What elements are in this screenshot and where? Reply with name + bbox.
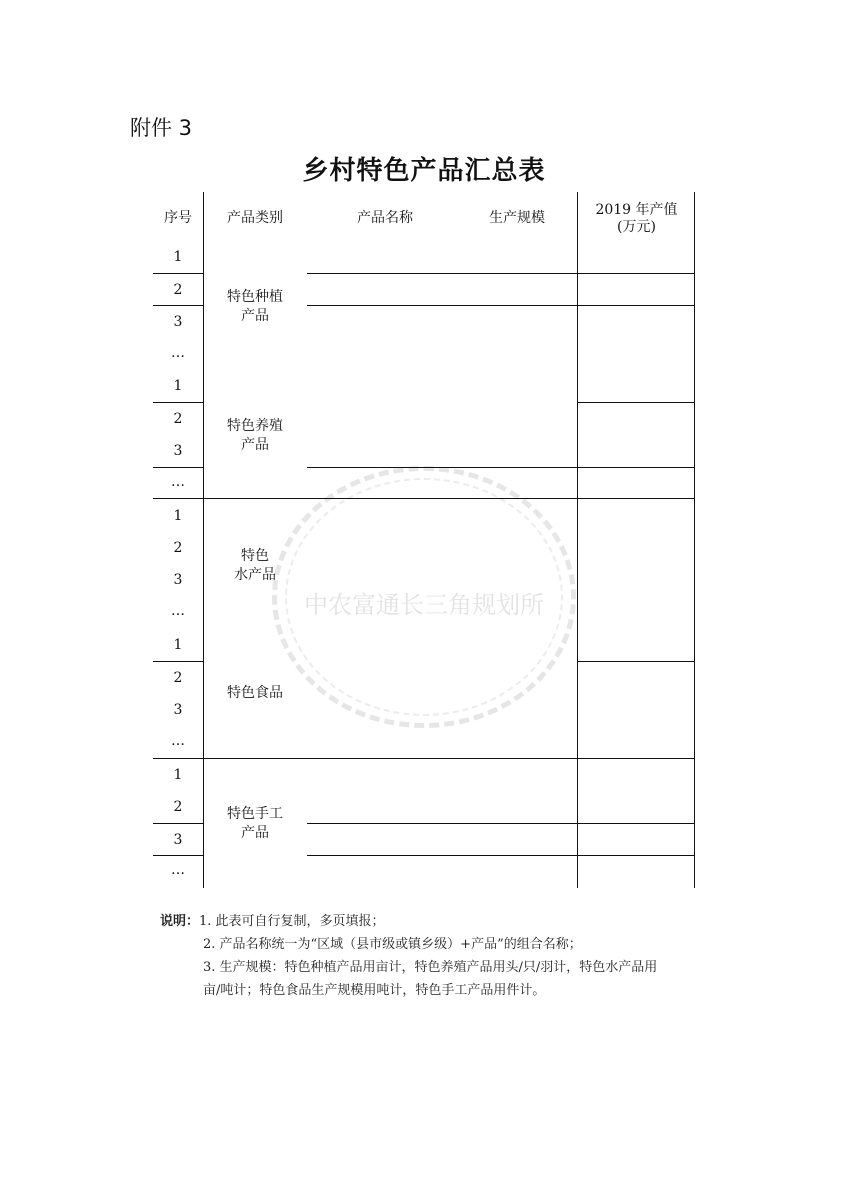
header-seq: 序号 [164,210,192,226]
row-number: … [171,474,185,490]
category-breeding [205,417,305,455]
note-item: 2. 产品名称统一为“区域（县市级或镇乡级）+产品”的组合名称； [203,937,582,952]
note-item: 1. 此表可自行复制，多页填报； [199,914,385,929]
row-number: … [171,345,185,361]
row-number: 2 [173,282,183,298]
category-label: 特色手工 [227,806,283,822]
row-number: 1 [173,767,183,783]
header-value: 2019 年产值 [595,202,678,218]
row-number: … [171,733,185,749]
category-label: 水产品 [234,567,276,583]
category-label: 特色养殖 [227,418,283,434]
category-label: 产品 [241,825,269,841]
row-number: 1 [173,508,183,524]
notes [160,910,657,1002]
row-number: 1 [173,637,183,653]
row-number: … [171,862,185,878]
page-title: 乡村特色产品汇总表 [302,156,546,186]
note-item: 3. 生产规模：特色种植产品用亩计，特色养殖产品用头/只/羽计，特色水产品用 [203,960,658,975]
header-category: 产品类别 [227,210,283,226]
row-number: 3 [173,832,183,848]
row-number: … [171,603,185,619]
header-scale: 生产规模 [489,210,545,226]
category-label: 产品 [241,308,269,324]
category-food [205,684,305,703]
category-label: 产品 [241,437,269,453]
row-number: 2 [173,540,183,556]
notes-lead: 说明： [160,914,200,929]
attachment-label: 附件 3 [130,116,193,140]
header-name: 产品名称 [357,210,413,226]
watermark-text: 中农富通长三角规划所 [304,591,544,619]
header-value-unit: (万元) [617,219,656,235]
row-number: 1 [173,249,183,265]
category-label: 特色 [241,548,269,564]
row-number: 2 [173,411,183,427]
category-label: 特色食品 [227,685,283,701]
row-number: 3 [173,702,183,718]
row-number: 3 [173,572,183,588]
category-label: 特色种植 [227,289,283,305]
category-planting [205,288,305,326]
row-number: 3 [173,314,183,330]
row-number: 2 [173,799,183,815]
row-number: 1 [173,378,183,394]
category-handicraft [205,805,305,843]
category-aquatic [205,547,305,585]
row-number: 3 [173,443,183,459]
note-item: 亩/吨计；特色食品生产规模用吨计，特色手工产品用件计。 [203,983,546,998]
row-number: 2 [173,670,183,686]
